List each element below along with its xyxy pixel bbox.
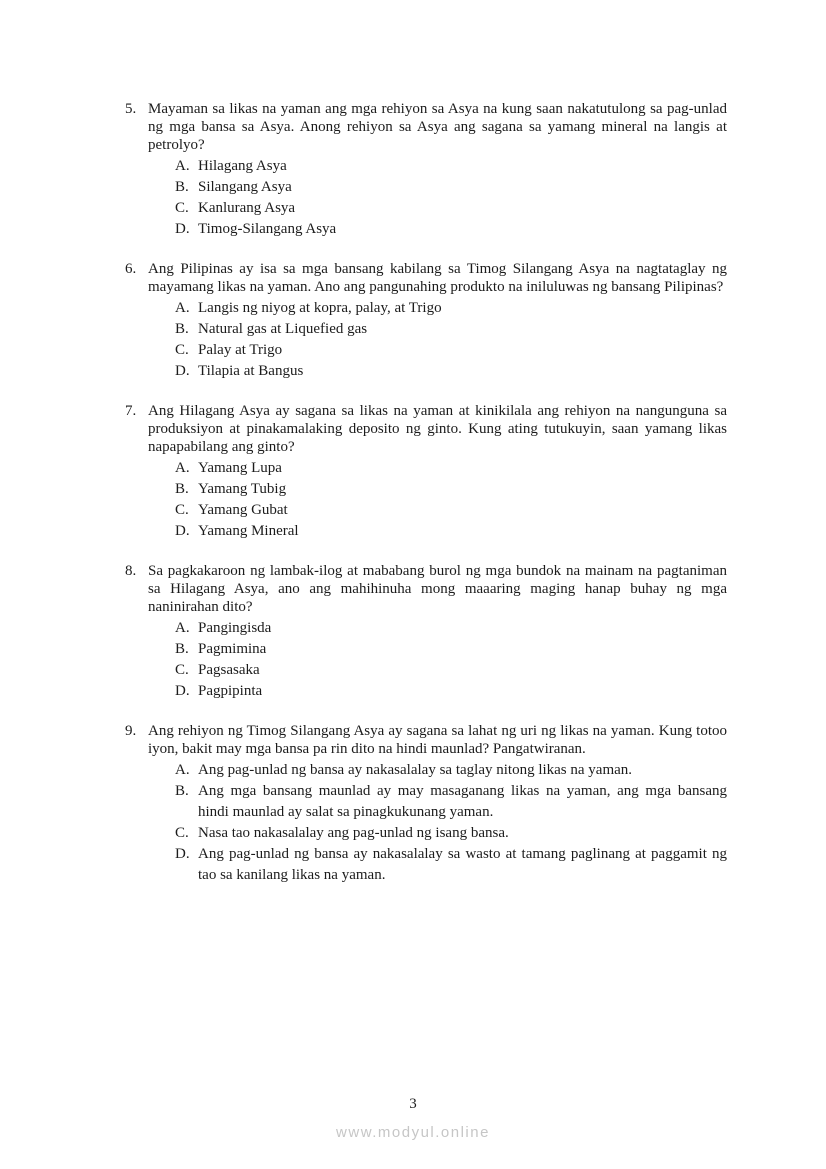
option-letter: A. (175, 158, 190, 174)
option-text: Silangang Asya (198, 179, 292, 195)
question-number: 6. (125, 261, 137, 277)
option-letter: B. (175, 179, 189, 195)
answer-option (175, 177, 727, 198)
option-letter: A. (175, 460, 190, 476)
option-text: Tilapia at Bangus (198, 363, 304, 379)
question-block (125, 402, 727, 542)
option-text: Langis ng niyog at kopra, palay, at Trigo (198, 300, 442, 316)
question-row (125, 722, 727, 758)
question-text: Ang Hilagang Asya ay sagana sa likas na yaman at kinikilala ang rehiyon na nangunguna sa produksiyon at pinakamalaking deposito ng ginto. Kung ating tutukuyin, saan yamang likas napapabilang ang ginto? (148, 403, 727, 455)
answer-option (175, 521, 727, 542)
questions-list (125, 100, 727, 906)
answer-option (175, 298, 727, 319)
options-list (125, 298, 727, 382)
option-text: Pagsasaka (198, 662, 260, 678)
option-letter: C. (175, 502, 189, 518)
answer-option (175, 219, 727, 240)
option-letter: B. (175, 321, 189, 337)
answer-option (175, 618, 727, 639)
option-letter: B. (175, 481, 189, 497)
answer-option (175, 823, 727, 844)
option-letter: C. (175, 200, 189, 216)
option-letter: B. (175, 641, 189, 657)
question-number: 7. (125, 403, 137, 419)
options-list (125, 618, 727, 702)
answer-option (175, 340, 727, 361)
question-text: Sa pagkakaroon ng lambak-ilog at mababang burol ng mga bundok na mainam na pagtaniman sa Hilagang Asya, ano ang mahihinuha mong maaaring maging hanap buhay ng mga naninirahan dito? (148, 563, 727, 615)
question-text: Ang Pilipinas ay isa sa mga bansang kabilang sa Timog Silangang Asya na nagtataglay ng mayamang likas na yaman. Ano ang pangunahing produkto na iniluluwas ng bansang Pilipinas? (148, 261, 727, 295)
option-letter: B. (175, 783, 189, 799)
option-letter: A. (175, 762, 190, 778)
question-number: 9. (125, 723, 137, 739)
option-text: Pangingisda (198, 620, 272, 636)
question-number: 8. (125, 563, 137, 579)
question-row (125, 100, 727, 154)
options-list (125, 458, 727, 542)
option-text: Ang mga bansang maunlad ay may masaganang likas na yaman, ang mga bansang hindi maunlad ay salat sa pinagkukunang yaman. (198, 783, 727, 820)
answer-option (175, 781, 727, 823)
question-block (125, 100, 727, 240)
option-text: Timog-Silangang Asya (198, 221, 337, 237)
option-text: Palay at Trigo (198, 342, 283, 358)
option-letter: D. (175, 846, 190, 862)
question-row (125, 562, 727, 616)
answer-option (175, 760, 727, 781)
option-text: Ang pag-unlad ng bansa ay nakasalalay sa wasto at tamang paglinang at paggamit ng tao sa kanilang likas na yaman. (198, 846, 727, 883)
answer-option (175, 681, 727, 702)
option-text: Yamang Tubig (198, 481, 287, 497)
option-letter: C. (175, 662, 189, 678)
answer-option (175, 479, 727, 500)
answer-option (175, 156, 727, 177)
question-block (125, 562, 727, 702)
option-letter: D. (175, 363, 190, 379)
option-text: Yamang Mineral (198, 523, 299, 539)
option-text: Pagmimina (198, 641, 267, 657)
option-text: Pagpipinta (198, 683, 263, 699)
question-text: Ang rehiyon ng Timog Silangang Asya ay sagana sa lahat ng uri ng likas na yaman. Kung totoo iyon, bakit may mga bansa pa rin dito na hindi maunlad? Pangatwiranan. (148, 723, 727, 757)
question-text: Mayaman sa likas na yaman ang mga rehiyon sa Asya na kung saan nakatutulong sa pag-unlad ng mga bansa sa Asya. Anong rehiyon sa Asya ang sagana sa yamang mineral na langis at petrolyo? (148, 101, 727, 153)
option-text: Yamang Gubat (198, 502, 288, 518)
option-text: Natural gas at Liquefied gas (198, 321, 368, 337)
answer-option (175, 198, 727, 219)
option-letter: A. (175, 620, 190, 636)
watermark-url: www.modyul.online (336, 1124, 490, 1141)
option-letter: D. (175, 523, 190, 539)
answer-option (175, 660, 727, 681)
option-letter: A. (175, 300, 190, 316)
answer-option (175, 500, 727, 521)
option-letter: C. (175, 342, 189, 358)
answer-option (175, 458, 727, 479)
question-block (125, 722, 727, 886)
option-letter: D. (175, 221, 190, 237)
page-number: 3 (409, 1096, 417, 1112)
option-letter: D. (175, 683, 190, 699)
answer-option (175, 361, 727, 382)
option-text: Ang pag-unlad ng bansa ay nakasalalay sa taglay nitong likas na yaman. (198, 762, 633, 778)
option-text: Yamang Lupa (198, 460, 282, 476)
option-text: Kanlurang Asya (198, 200, 296, 216)
option-letter: C. (175, 825, 189, 841)
options-list (125, 156, 727, 240)
option-text: Hilagang Asya (198, 158, 287, 174)
question-row (125, 260, 727, 296)
question-row (125, 402, 727, 456)
options-list (125, 760, 727, 886)
question-number: 5. (125, 101, 137, 117)
question-block (125, 260, 727, 382)
answer-option (175, 319, 727, 340)
answer-option (175, 844, 727, 886)
answer-option (175, 639, 727, 660)
option-text: Nasa tao nakasalalay ang pag-unlad ng isang bansa. (198, 825, 509, 841)
